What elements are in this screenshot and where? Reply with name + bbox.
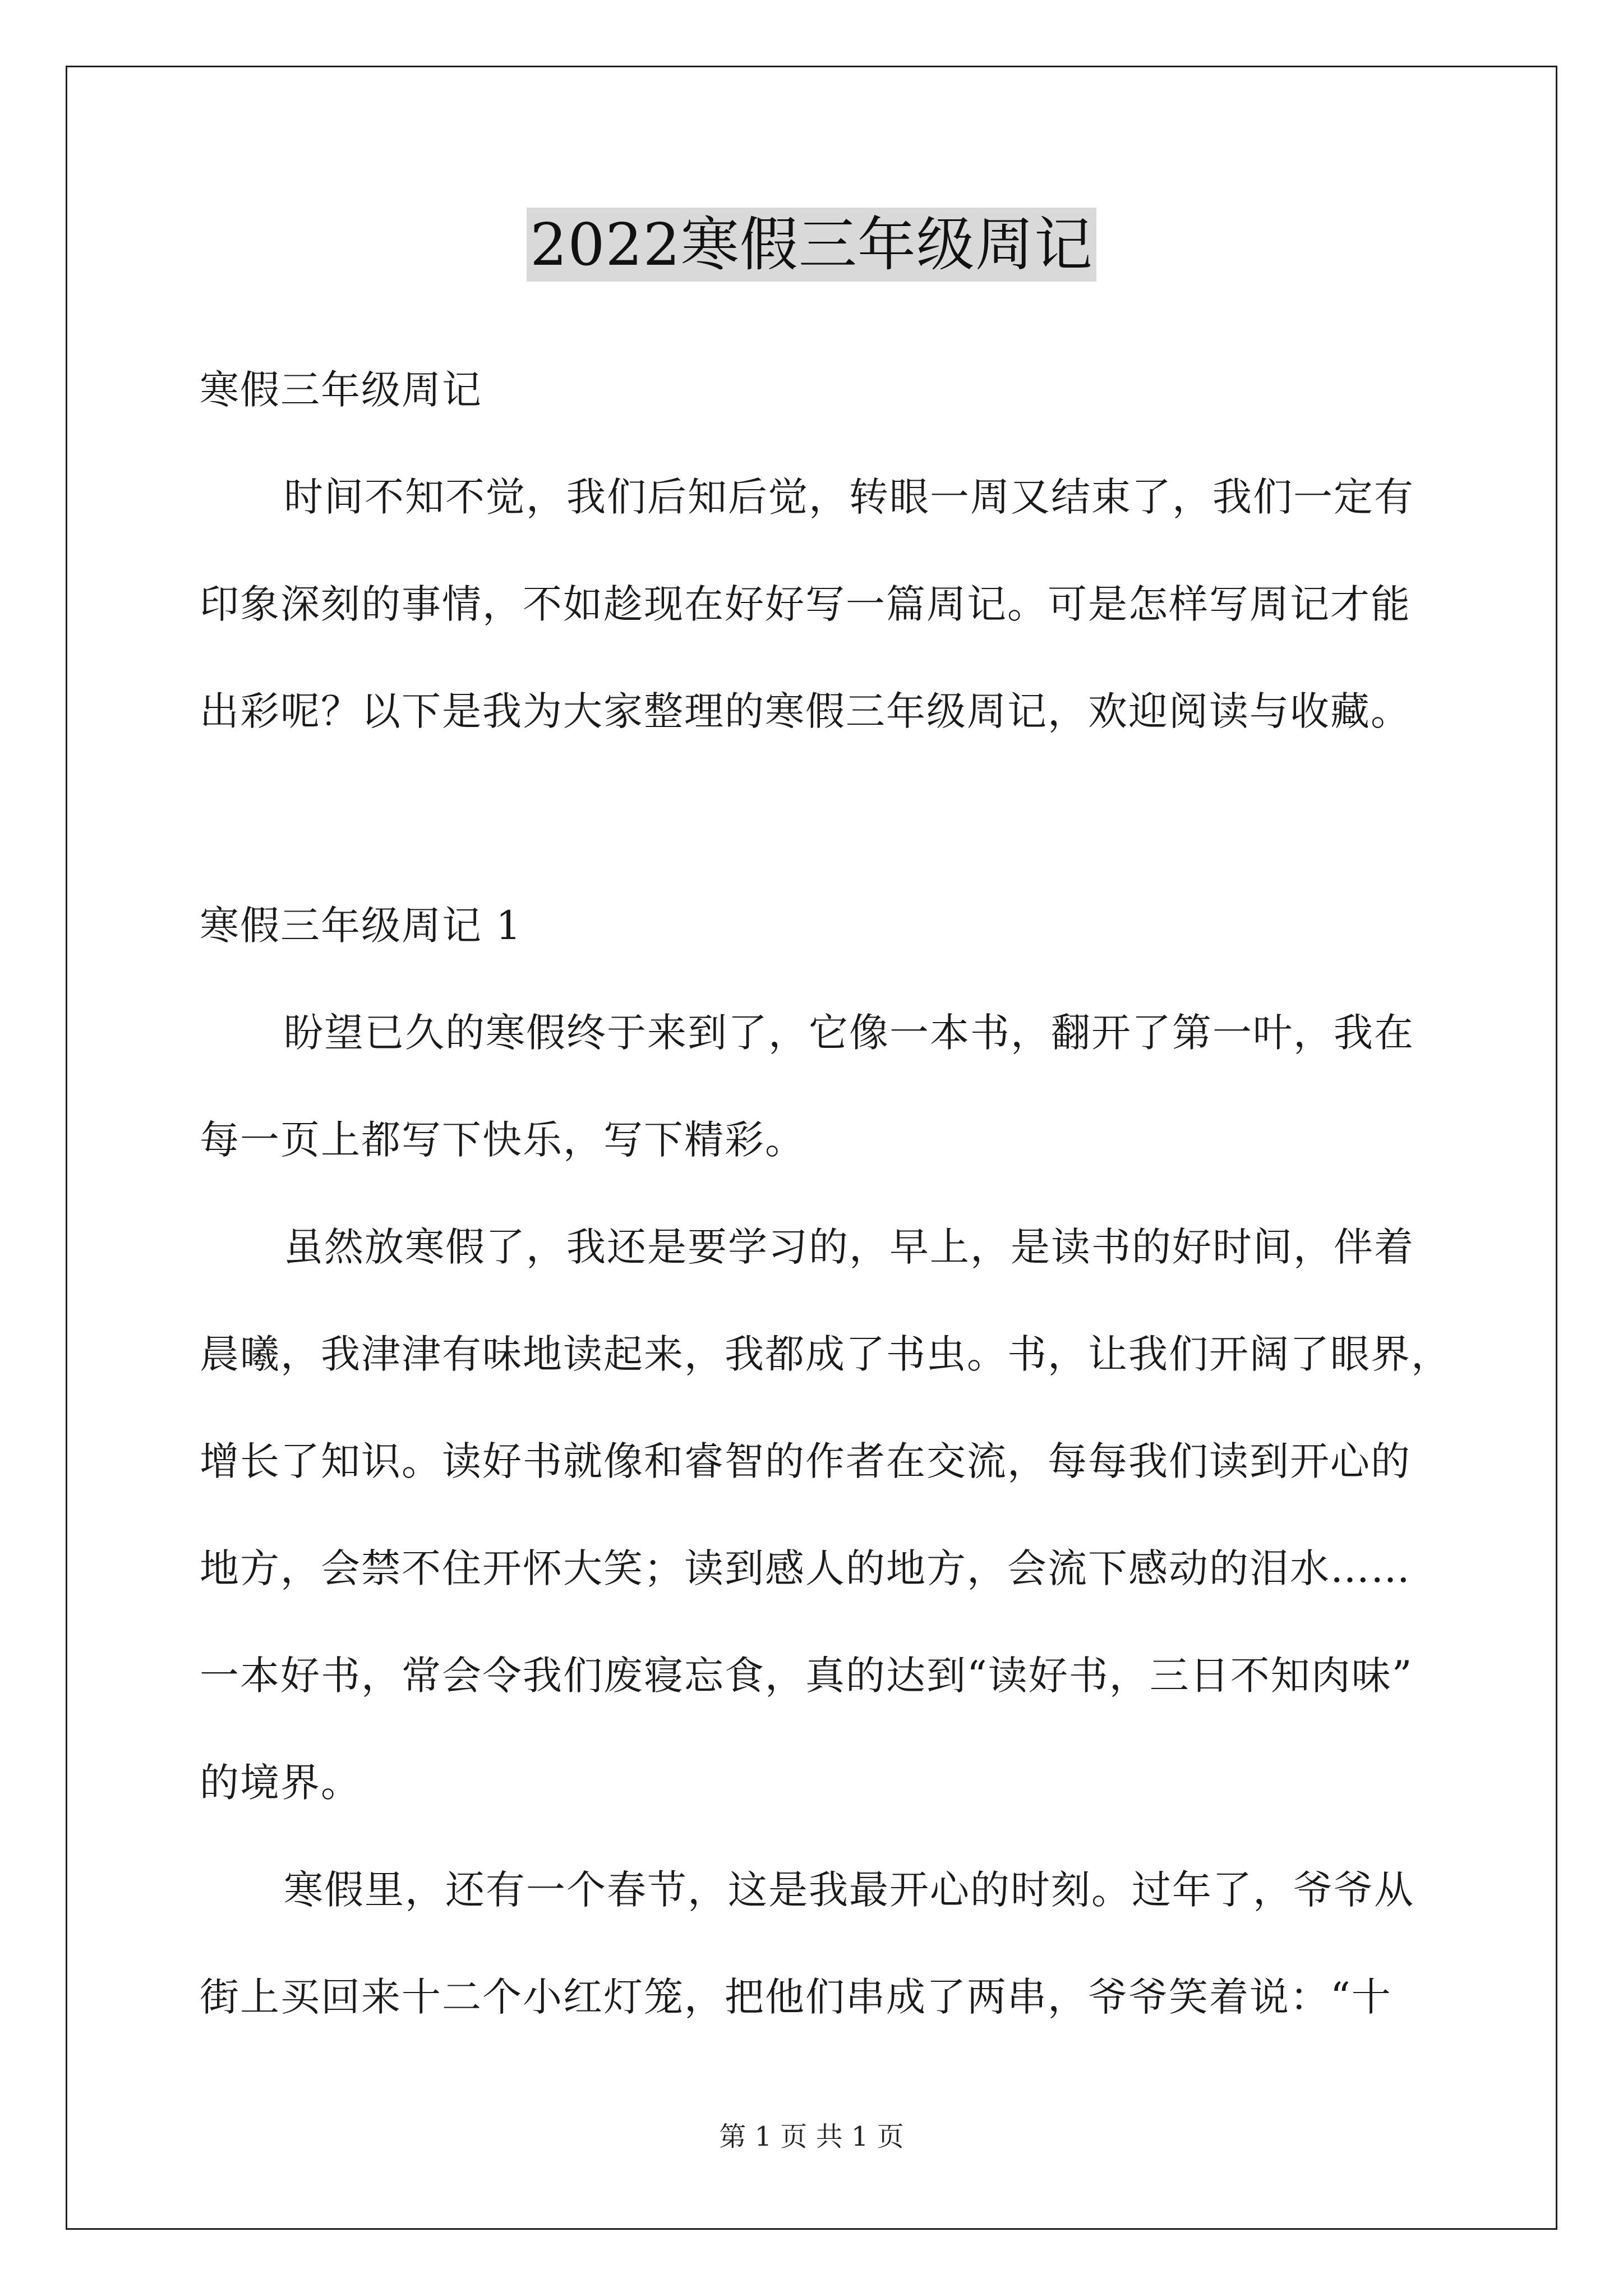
- document-body: [200, 337, 1451, 2051]
- blank-line: [200, 765, 1433, 872]
- paragraph-line: 每一页上都写下快乐，写下精彩。: [200, 1117, 805, 1163]
- paragraph-line: 一本好书，常会令我们废寝忘食，真的达到“读好书，三日不知肉味”: [200, 1653, 1413, 1699]
- intro-line: 出彩呢？以下是我为大家整理的寒假三年级周记，欢迎阅读与收藏。: [200, 688, 1411, 734]
- paragraph-line: 街上买回来十二个小红灯笼，把他们串成了两串，爷爷笑着说：“十: [200, 1974, 1392, 2020]
- paragraph-line: 晨曦，我津津有味地读起来，我都成了书虫。书，让我们开阔了眼界，: [200, 1331, 1451, 1377]
- paragraph-line: 的境界。: [200, 1760, 361, 1806]
- section-heading: 寒假三年级周记 1: [200, 903, 522, 949]
- intro-line: 时间不知不觉，我们后知后觉，转眼一周又结束了，我们一定有: [284, 474, 1414, 520]
- paragraph-line: 寒假里，还有一个春节，这是我最开心的时刻。过年了，爷爷从: [284, 1867, 1414, 1913]
- title-container: [0, 208, 1623, 282]
- page-footer: 第 1 页 共 1 页: [719, 2121, 904, 2152]
- intro-line: 印象深刻的事情，不如趁现在好好写一篇周记。可是怎样写周记才能: [200, 581, 1411, 627]
- paragraph-line: 虽然放寒假了，我还是要学习的，早上，是读书的好时间，伴着: [284, 1224, 1414, 1270]
- paragraph-line: 地方，会禁不住开怀大笑；读到感人的地方，会流下感动的泪水……: [200, 1545, 1411, 1591]
- intro-heading: 寒假三年级周记: [200, 367, 482, 413]
- paragraph-line: 增长了知识。读好书就像和睿智的作者在交流，每每我们读到开心的: [200, 1438, 1411, 1484]
- document-title: 2022寒假三年级周记: [527, 208, 1096, 282]
- paragraph-line: 盼望已久的寒假终于来到了，它像一本书，翻开了第一叶，我在: [284, 1010, 1414, 1056]
